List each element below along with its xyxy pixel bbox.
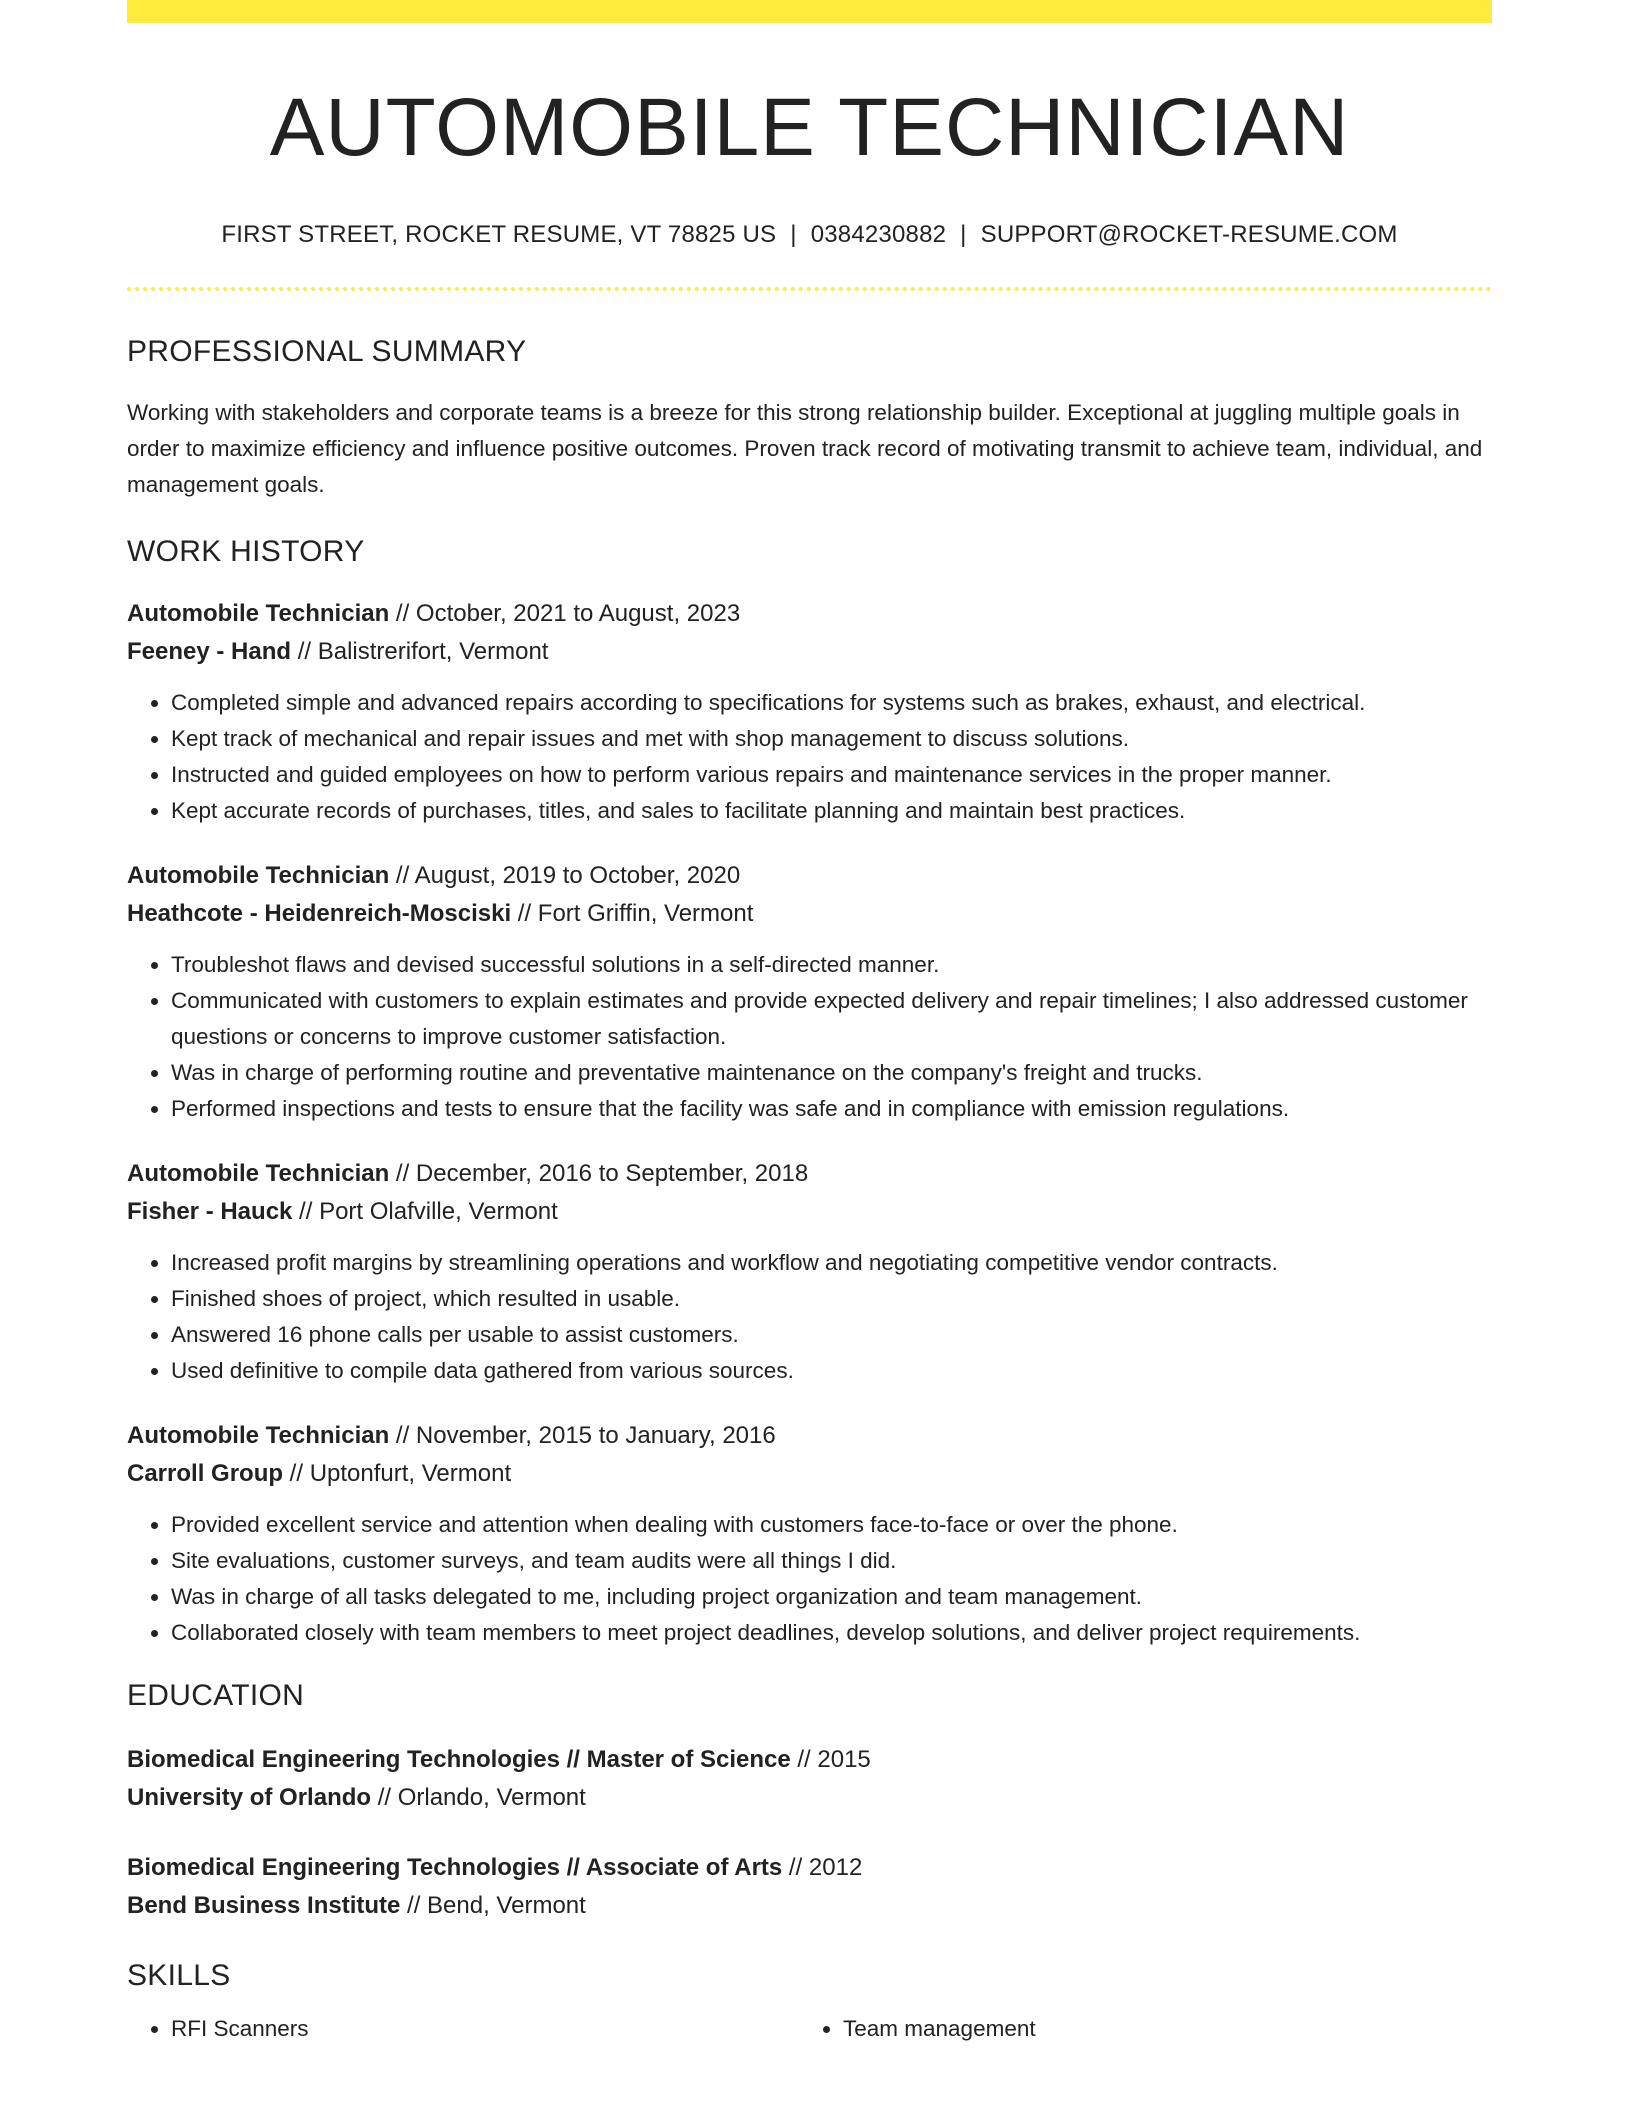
education-location: // Bend, Vermont (400, 1892, 586, 1920)
job-role: Automobile Technician (127, 1422, 390, 1450)
list-item: • Site evaluations, customer surveys, and team audits were all things I did. (171, 1543, 1492, 1579)
work-history-heading: WORK HISTORY (127, 535, 365, 569)
job-bullets (127, 1507, 1492, 1651)
job-location: // Uptonfurt, Vermont (283, 1460, 512, 1488)
list-item: • Provided excellent service and attention when dealing with customers face-to-face or over the phone. (171, 1507, 1492, 1543)
list-item: • Team management (843, 2011, 1471, 2047)
list-item: • Performed inspections and tests to ensure that the facility was safe and in compliance with emission regulations. (171, 1091, 1492, 1127)
education-degree: Biomedical Engineering Technologies // Master of Science (127, 1746, 791, 1774)
contact-phone: 0384230882 (810, 221, 947, 249)
job-role: Automobile Technician (127, 862, 390, 890)
job-company: Heathcote - Heidenreich-Mosciski (127, 900, 512, 928)
job-title-line (127, 595, 1492, 633)
summary-heading: PROFESSIONAL SUMMARY (127, 335, 527, 369)
dotted-divider (127, 287, 1492, 291)
list-item: • Increased profit margins by streamlining operations and workflow and negotiating competitive vendor contracts. (171, 1245, 1492, 1281)
list-item: • Instructed and guided employees on how to perform various repairs and maintenance services in the proper manner. (171, 757, 1492, 793)
skills-list-left (127, 2011, 799, 2047)
job-role: Automobile Technician (127, 1160, 390, 1188)
job-dates: // December, 2016 to September, 2018 (389, 1160, 809, 1188)
job-company: Feeney - Hand (127, 638, 292, 666)
list-item: • Was in charge of all tasks delegated to me, including project organization and team management. (171, 1579, 1492, 1615)
top-accent-bar (127, 0, 1492, 23)
job-role: Automobile Technician (127, 600, 390, 628)
job-title-line (127, 1417, 1492, 1455)
contact-line (127, 221, 1492, 249)
education-year: // 2012 (782, 1854, 863, 1882)
contact-email: SUPPORT@ROCKET-RESUME.COM (980, 221, 1398, 249)
job-bullets (127, 685, 1492, 829)
contact-address: FIRST STREET, ROCKET RESUME, VT 78825 US (221, 221, 777, 249)
education-degree-line (127, 1741, 1492, 1779)
job-company-line (127, 1455, 1492, 1493)
list-item: • Communicated with customers to explain estimates and provide expected delivery and repair timelines; I also addressed customer questions or concerns to improve customer satisfaction. (171, 983, 1492, 1055)
resume-name: AUTOMOBILE TECHNICIAN (269, 82, 1350, 173)
job-company-line (127, 895, 1492, 933)
resume-page (127, 0, 1492, 2047)
job-company-line (127, 1193, 1492, 1231)
job-entry (127, 595, 1492, 829)
list-item: • Completed simple and advanced repairs according to specifications for systems such as brakes, exhaust, and electrical. (171, 685, 1492, 721)
job-title-line (127, 1155, 1492, 1193)
education-entry (127, 1741, 1492, 1817)
job-bullets (127, 947, 1492, 1127)
job-location: // Fort Griffin, Vermont (511, 900, 754, 928)
job-location: // Balistrerifort, Vermont (291, 638, 549, 666)
education-year: // 2015 (790, 1746, 871, 1774)
list-item: • Used definitive to compile data gathered from various sources. (171, 1353, 1492, 1389)
job-location: // Port Olafville, Vermont (292, 1198, 558, 1226)
job-dates: // November, 2015 to January, 2016 (389, 1422, 776, 1450)
contact-separator: | (960, 221, 967, 249)
list-item: • Kept accurate records of purchases, titles, and sales to facilitate planning and maintain best practices. (171, 793, 1492, 829)
job-company: Fisher - Hauck (127, 1198, 293, 1226)
education-location: // Orlando, Vermont (371, 1784, 586, 1812)
education-degree: Biomedical Engineering Technologies // Associate of Arts (127, 1854, 783, 1882)
job-entry (127, 1417, 1492, 1651)
job-company-line (127, 633, 1492, 671)
job-entry (127, 1155, 1492, 1389)
list-item: • Collaborated closely with team members to meet project deadlines, develop solutions, and deliver project requirements. (171, 1615, 1492, 1651)
list-item: • Answered 16 phone calls per usable to assist customers. (171, 1317, 1492, 1353)
education-heading: EDUCATION (127, 1679, 305, 1713)
education-degree-line (127, 1849, 1492, 1887)
contact-separator: | (790, 221, 797, 249)
skills-heading: SKILLS (127, 1959, 231, 1993)
education-entry (127, 1849, 1492, 1925)
skills-list-right (799, 2011, 1471, 2047)
job-company: Carroll Group (127, 1460, 284, 1488)
summary-text: Working with stakeholders and corporate teams is a breeze for this strong relationship builder. Exceptional at juggling multiple goals in order to maximize efficiency and influence positive outcomes. Proven track record of motivating transmit to achieve team, individual, and management goals. (127, 400, 1483, 498)
education-school: University of Orlando (127, 1784, 372, 1812)
list-item: • Finished shoes of project, which resulted in usable. (171, 1281, 1492, 1317)
job-title-line (127, 857, 1492, 895)
skills-grid (127, 2011, 1492, 2047)
work-history-list (127, 595, 1492, 1651)
education-school: Bend Business Institute (127, 1892, 401, 1920)
education-school-line (127, 1887, 1492, 1925)
list-item: • Troubleshot flaws and devised successful solutions in a self-directed manner. (171, 947, 1492, 983)
list-item: • Was in charge of performing routine and preventative maintenance on the company's freight and trucks. (171, 1055, 1492, 1091)
job-dates: // August, 2019 to October, 2020 (389, 862, 741, 890)
list-item: • RFI Scanners (171, 2011, 799, 2047)
list-item: • Kept track of mechanical and repair issues and met with shop management to discuss solutions. (171, 721, 1492, 757)
job-dates: // October, 2021 to August, 2023 (389, 600, 741, 628)
job-entry (127, 857, 1492, 1127)
job-bullets (127, 1245, 1492, 1389)
education-school-line (127, 1779, 1492, 1817)
